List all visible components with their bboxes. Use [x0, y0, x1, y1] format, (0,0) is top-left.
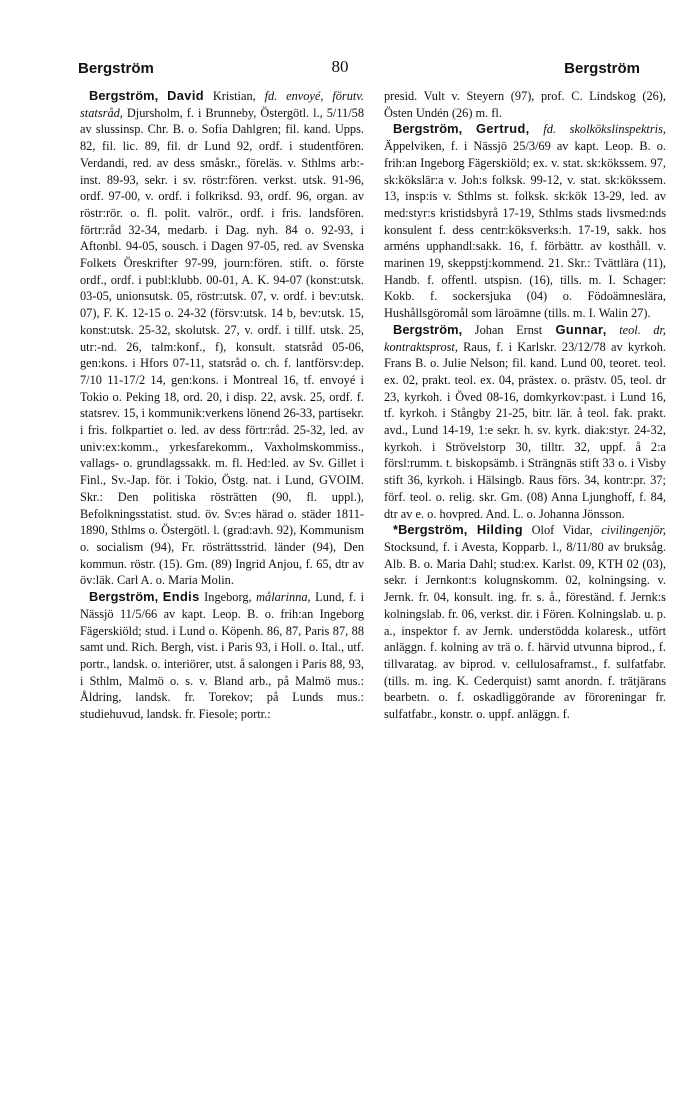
- entry-endis-continuation: presid. Vult v. Steyern (97), prof. C. Lindskog (26), Östen Undén (26) m. fl.: [384, 89, 666, 120]
- entry-david-bergstrom: [80, 88, 364, 589]
- entry-surname: *Bergström,: [393, 522, 468, 538]
- entry-title: målarinna,: [251, 590, 311, 605]
- entry-given-names: Olof Vidar,: [523, 523, 593, 538]
- entry-first-name: Gertrud,: [475, 121, 530, 137]
- entry-title: teol. dr, kontraktsprost,: [384, 322, 666, 354]
- entry-first-name: Gunnar,: [542, 321, 607, 337]
- entry-body: Lund, f. i Nässjö 11/5/66 av kapt. Leop. B. o. frih:an Ingeborg Fägerskiöld; stud. i Lund o. Köpenh. 86, 87, Paris 87, 88 samt und. Rich. Bergh, vist. i Paris 93, i Holl. o. Ital., utf. portr., landsk. o. interiörer, utst. å salongen i Paris 88, 93, i Sthlm, Malmö o. s. v. Bland arb., på Malmö mus.: Åldring, landsk. fr. Torekov; på Lunds mus.: studiehuvud, landsk. fr. Fiesole; portr.:: [80, 590, 365, 722]
- entry-body: Djursholm, f. i Brunneby, Östergötl. l., 5/11/58 av slussinsp. Chr. B. o. Sofia Dahlgren; fil. kand. Upps. 82, fil. lic. 89, fil. dr Lund 92, ordf. i studentfören. Verdandi, red. av dess småskr., föreläs. v. Sthlms arb:-inst. 89-93, sekr. i sv. röstr:fören. verkst. utsk. 91-96, ordf. 97-00, v. ordf. i folkriksd. 93, ordf. 96, organ. av röstr:rör. o. fl. polit. valrör., ordf. i fris. landsfören. förtr:råd 32-34, medarb. i Dag. nyh. 84 o. 92-93, i Aftonbl. 94-05, sousch. i Dagen 97-05, red. av Svenska Folkets Öreskrifter 97-99, journ:fören. stift. o. förste ordf., ordf. i publ:klubb. 00-01, A. K. 94-07 (konst:utsk. 03-05, unionsutsk. 05, röstr:utsk. 07, v. ordf. i bev:utsk. 07), F. K. 12-15 o. 24-32 (försv:utsk. 14 b, bev:utsk. 15, konst:utsk. 25-32, skolutsk. 27, v. ordf. i tillf. utsk. 25, utr:-nd. 26, talm:konf., f), konsult. statsråd 05-06, gen:kons. i Hfors 07-11, statsråd o. ch. f. lantförsv:dep. 7/10 11-17/2 14, gen:kons. i Montreal 16, tf. envoyé i Tokio o. Peking 18, ord. 20, i disp. 22, avsk. 25, ordf. f. statsrev. 15, i kommunik:verkens lönend 26-33, partisekr. i fris. folkpartiet o. led. av dess förtr:råd. 25-32, led. av univ:ex:komm., yrkesfarekomm., Vaxholmskommiss., vallags- o. grundlagssakk. m. fl. Hed:led. av Sv. Gillet i Finl., Sv.-Jap. för. i Tokio, Östg. nat. i Lund, GVOIM. Skr.: Den politiska rösträtten (90, fl. uppl.), Befolkningsstatist. stud. öv. Sv:es härad o. städer 1811-1890, Sthlms o. Östergötl. l. (grad:avh. 92), Kommunism o. socialism (94), Fr. rösträttsstrid. länder (94), Den kommun. röstr. (15). Gm. (89) Ingrid Anjou, f. 65, dtr av öv:läk. Carl A. o. Maria Molin.: [80, 105, 364, 588]
- entry-gunnar-bergstrom: [384, 322, 666, 522]
- entry-endis-bergstrom: [80, 589, 364, 723]
- entry-first-name: David: [167, 88, 204, 103]
- entry-first-name: Hilding: [467, 522, 523, 538]
- entry-surname: Bergström,: [393, 321, 463, 337]
- entry-body: Stocksund, f. i Avesta, Kopparb. l., 8/11/80 av bruksåg. Alb. B. o. Maria Dahl; stud:ex. Karlst. 09, KTH 02 (03), sekr. i Jernkont:s kolugnskomm. 02, kolningsing. v. Jernk. fr. 04, konsult. ing. fr. s. å., föreständ. f. Jernk:s kolningslab. fr. 06, verkst. dir. i Fören. Kolningslab. u. p. a., inspektor f. av Jernk. understödda kolaresk., utfört anläggn. f. kolning av trä o. f. härvid utvunna biprod., f. tillvaratag. av biprod. v. cellulosaframst., f. sulfatfabr. (tills. m. ing. K. Cederquist) samt anordn. f. trätjärans bearbetn. o. f. oskadliggörande av föroreningar fr. sulfatfabr., konstr. o. uppf. anläggn. f.: [384, 539, 666, 722]
- entry-title: fd. envoyé, förutv. statsråd,: [80, 89, 364, 120]
- right-column: [384, 88, 666, 723]
- entry-given-names: Johan Ernst: [462, 322, 543, 337]
- entry-title: civilingenjör,: [592, 523, 666, 538]
- entry-given-names: Ingeborg,: [199, 590, 252, 605]
- entry-body: Äppelviken, f. i Nässjö 25/3/69 av kapt. Leop. B. o. frih:an Ingeborg Fägerskiöld; ex. v. stat. sk:kökssem. 97, sk:kökslär:a v. Joh:s folksk. 99-12, v. stat. sk:kökssem. 13, insp:is v. Sthlms st. folksk. sk:kök 13-29, led. av med:styr:s kristidsbyrå 17-19, Sthlms stads livsmed:nds konsulent f. dess centr:köksverks:h. 17-19, sakk. hos arméns upphandl:sakk. 16, f. förbättr. av kosthåll. v. marinen 19, skeppstj:kommend. 21. Skr.: Tvättlära (11), Handb. f. offentl. utspisn. (16), tills. m. I. Schager: Kokb. f. sockersjuka (04) o. Födoämneslära, Hushållsgöromål som läroämne (tills. m. I. Walin 27).: [384, 139, 666, 321]
- entry-first-name: Endis: [162, 589, 200, 605]
- entry-body: Raus, f. i Karlskr. 23/12/78 av kyrkoh. Frans B. o. Julie Nelson; fil. kand. Lund 00, teoret. teol. ex. 02, prakt. teol. ex. 04, prästex. o. prästv. 05, teol. dr 23, kyrkoh. i Öved 08-16, domkyrkov:past. i Lund 16, tf. kyrkoh. i Stångby 21-25, bitr. lär. å teol. fak. prakt. avd., Lund 14-19, 1:e sekr. h. sv. kyrk. diak:styr. 24-32, kyrkoh. i Strövelstorp 30, tilltr. 32, uppf. å 2:a försl:rumm. t. biskopsämb. i Strängnäs stift 33 o. i Visby stift 36, kyrkoh. i Hälsingb. Raus förs. 34, kontr:pr. 37; förf. teol. o. relig. skr. Gm. (08) Anna Ljunghoff, f. 84, dtr av e. o. hovpred. And. L. o. Johanna Jönsson.: [384, 339, 666, 521]
- page-number: 80: [331, 57, 349, 76]
- entry-given-names: Kristian,: [204, 89, 256, 103]
- entry-hilding-bergstrom: [384, 522, 666, 722]
- entry-title: fd. skolkökslinspektris,: [529, 122, 666, 137]
- header-left-keyword: Bergström: [78, 60, 154, 77]
- entry-surname: Bergström,: [393, 121, 463, 137]
- left-column: [80, 88, 364, 723]
- entry-surname: Bergström,: [89, 589, 159, 605]
- entry-surname: Bergström,: [89, 88, 159, 103]
- entry-gertrud-bergstrom: [384, 121, 666, 321]
- header-right-keyword: Bergström: [564, 60, 640, 77]
